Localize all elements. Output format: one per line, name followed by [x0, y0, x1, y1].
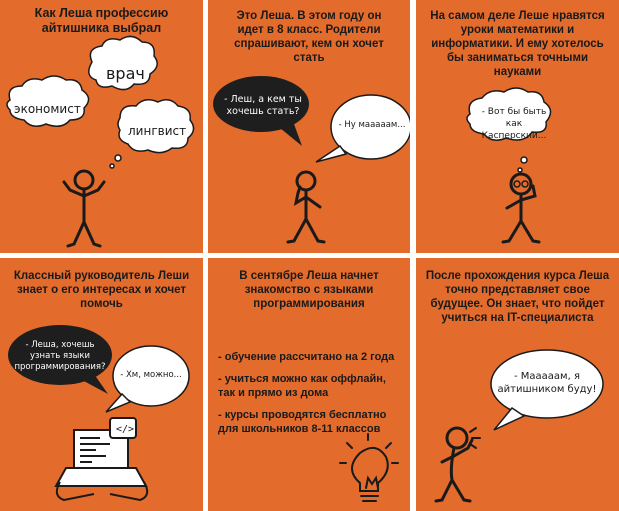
- panel-6-caption: После прохождения курса Леша точно представляет свое будущее. Он знает, что пойдет учиться на IT-специалиста: [425, 270, 610, 324]
- course-fact-format: - учиться можно как оффлайн, так и прямо из дома: [218, 373, 386, 399]
- panel-5: [208, 258, 410, 511]
- panel-3: [416, 0, 619, 253]
- bubble-shout-text: - Мааааам, я айтишником буду!: [497, 371, 597, 395]
- svg-text:</>: </>: [116, 424, 135, 435]
- bubble-economist-text: экономист: [14, 102, 81, 116]
- panel-6: [416, 258, 619, 511]
- panel-2: [208, 0, 410, 253]
- panel-1-caption: Как Леша профессию айтишника выбрал: [34, 6, 169, 35]
- bubble-linguist-text: лингвист: [128, 124, 187, 138]
- panel-3-caption: На самом деле Леше нравятся уроки математики и информатики. И ему хотелось бы заниматься точными науками: [430, 10, 605, 78]
- stick-figure-glasses: [503, 174, 539, 242]
- bubble-teacher-text: - Леша, хочешь узнать языки программирования?: [14, 340, 106, 372]
- panel-4: [0, 258, 203, 511]
- lightbulb-icon: [340, 434, 398, 501]
- bubble-parent-text: - Леш, а кем ты хочешь стать?: [224, 94, 302, 117]
- panel-1: [0, 0, 203, 253]
- panel-4-caption: Классный руководитель Леши знает о его интересах и хочет помочь: [13, 270, 190, 310]
- course-fact-duration: - обучение рассчитано на 2 года: [218, 351, 395, 363]
- course-fact-free: - курсы проводятся бесплатно для школьников 8-11 классов: [218, 409, 387, 435]
- panel-2-caption: Это Леша. В этом году он идет в 8 класс. Родители спрашивают, кем он хочет стать: [234, 10, 384, 64]
- bubble-reply-text: - Хм, можно...: [120, 370, 182, 380]
- bubble-lesha-text: - Ну мааааам...: [338, 120, 406, 130]
- bubble-doctor-text: врач: [106, 64, 145, 83]
- panel-5-art: [208, 258, 410, 511]
- bubble-kaspersky-text: - Вот бы быть как Касперский...: [481, 107, 547, 141]
- panel-5-caption: В сентябре Леша начнет знакомство с языками программирования: [239, 270, 379, 310]
- stick-figure-lesha: [64, 171, 104, 246]
- stick-figure-thinking: [288, 172, 324, 242]
- panel-4-art: [0, 258, 203, 511]
- stick-figure-shouting: [436, 428, 480, 501]
